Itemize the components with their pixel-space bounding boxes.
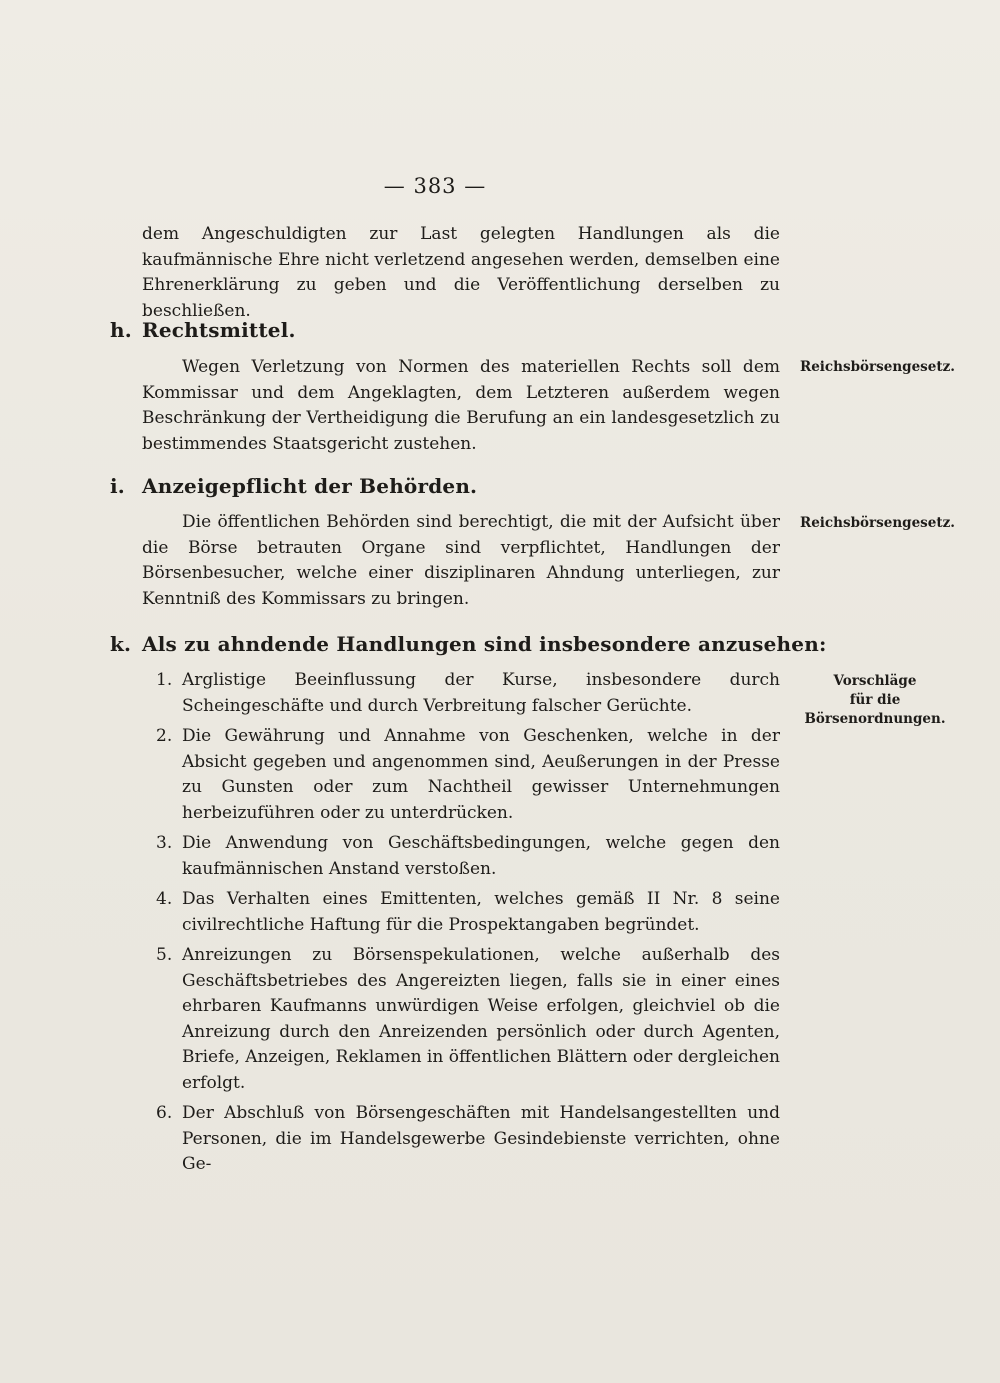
- list-item-number: 6.: [156, 1103, 173, 1123]
- section-i-heading: [110, 474, 477, 498]
- list-item-number: 3.: [156, 833, 173, 853]
- list-item-number: 1.: [156, 670, 173, 690]
- page-number: — 383 —: [383, 174, 487, 198]
- section-k-margin-note-line1: Vorschläge: [833, 673, 917, 689]
- section-h-title: Rechtsmittel.: [142, 318, 296, 342]
- violations-list: [142, 668, 780, 1183]
- intro-paragraph-block: [142, 222, 780, 324]
- section-k-margin-note-line3: Börsenordnungen.: [804, 711, 946, 727]
- list-item-number: 4.: [156, 889, 173, 909]
- section-i-paragraph: Die öffentlichen Behörden sind berechtigt, die mit der Aufsicht über die Börse betrauten Organe sind verpflichtet, Handlungen der Börsenbesucher, welche einer disziplinaren Ahndung unterliegen, zur Kenntniß des Kommissars zu bringen.: [142, 512, 780, 609]
- list-item: [142, 724, 780, 826]
- list-item-text: Arglistige Beeinflussung der Kurse, insbesondere durch Scheingeschäfte und durch Verbreitung falscher Gerüchte.: [182, 670, 780, 716]
- list-item-number: 2.: [156, 726, 173, 746]
- list-item: [142, 831, 780, 882]
- section-k-margin-note-line2: für die: [849, 692, 901, 708]
- list-item: [142, 1101, 780, 1178]
- list-item-text: Die Anwendung von Geschäftsbedingungen, welche gegen den kaufmännischen Anstand verstoßen.: [182, 833, 780, 879]
- section-k-letter: k.: [110, 632, 132, 656]
- section-i-title: Anzeigepflicht der Behörden.: [142, 474, 478, 498]
- section-i-margin-note: Reichsbörsengesetz.: [800, 515, 955, 531]
- section-h-heading: [110, 318, 296, 342]
- section-i-body: [142, 510, 780, 612]
- section-k-title: Als zu ahndende Handlungen sind insbesondere anzusehen:: [142, 632, 827, 656]
- list-item-text: Die Gewährung und Annahme von Geschenken, welche in der Absicht gegeben und angenommen sind, Aeußerungen in der Presse zu Gunsten oder zum Nachtheil gewisser Unternehmungen herbeizuführen oder zu unterdrücken.: [182, 726, 780, 823]
- list-item-text: Anreizungen zu Börsenspekulationen, welche außerhalb des Geschäftsbetriebes des Angereizten liegen, falls sie in einer eines ehrbaren Kaufmanns unwürdigen Weise erfolgen, gleichviel ob die Anreizung durch den Anreizenden persönlich oder durch Agenten, Briefe, Anzeigen, Reklamen in öffentlichen Blättern oder dergleichen erfolgt.: [182, 945, 780, 1093]
- list-item: [142, 943, 780, 1096]
- list-item-number: 5.: [156, 945, 173, 965]
- section-k-heading: [110, 632, 827, 656]
- list-item-text: Das Verhalten eines Emittenten, welches gemäß II Nr. 8 seine civilrechtliche Haftung für die Prospektangaben begründet.: [182, 889, 780, 935]
- section-i-letter: i.: [110, 474, 125, 498]
- list-item: [142, 887, 780, 938]
- section-h-body: [142, 355, 780, 457]
- list-item-text: Der Abschluß von Börsengeschäften mit Handelsangestellten und Personen, die im Handelsgewerbe Gesindebienste verrichten, ohne Ge-: [182, 1103, 780, 1174]
- section-h-paragraph: Wegen Verletzung von Normen des materiellen Rechts soll dem Kommissar und dem Angeklagten, dem Letzteren außerdem wegen Beschränkung der Vertheidigung die Berufung an ein landesgesetzlich zu bestimmendes Staatsgericht zustehen.: [142, 357, 780, 454]
- section-h-margin-note: Reichsbörsengesetz.: [800, 359, 955, 375]
- intro-paragraph: dem Angeschuldigten zur Last gelegten Handlungen als die kaufmännische Ehre nicht verletzend angesehen werden, demselben eine Ehrenerklärung zu geben und die Veröffentlichung derselben zu beschließen.: [142, 224, 780, 321]
- list-item: [142, 668, 780, 719]
- section-h-letter: h.: [110, 318, 132, 342]
- section-k-margin-note: [800, 672, 950, 729]
